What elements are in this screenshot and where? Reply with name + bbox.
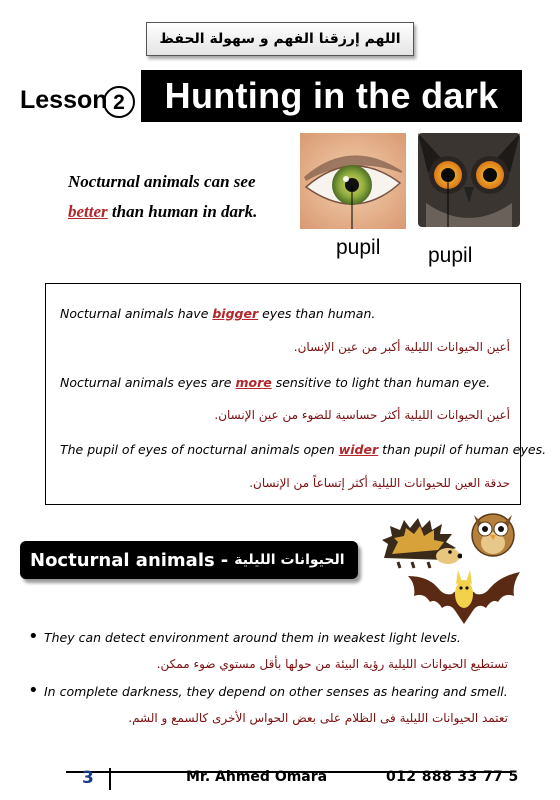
page-number: 3 (82, 768, 94, 788)
lesson-label: Lesson (20, 86, 108, 114)
footer-separator (109, 768, 111, 790)
fact-ar-2: أعين الحيوانات الليلية أكثر حساسية للضوء من عين الإنسان. (214, 408, 510, 422)
fact-text: Nocturnal animals eyes are (60, 375, 236, 390)
lesson-title: Hunting in the dark (164, 75, 499, 116)
facts-box (45, 283, 547, 505)
fact-ar-1: أعين الحيوانات الليلية أكبر من عين الإنسان. (293, 340, 510, 354)
bullet-dot-icon: • (28, 680, 39, 701)
intro-highlight: better (68, 202, 108, 221)
fact-en-2 (60, 375, 490, 390)
lesson-number-badge: 2 (103, 86, 135, 118)
human-eye-image (300, 133, 406, 229)
fact-text: sensitive to light than human eye. (271, 375, 491, 390)
fact-text: than pupil of human eyes. (378, 442, 547, 457)
owl-face-image (418, 133, 520, 227)
fact-text: eyes than human. (258, 306, 376, 321)
fact-text: Nocturnal animals have (60, 306, 213, 321)
phone-number: 012 888 33 77 5 (386, 769, 519, 785)
pupil-label-owl: pupil (428, 244, 473, 267)
lesson-title-banner (141, 70, 522, 122)
author-name: Mr. Ahmed Omara (186, 769, 328, 785)
fact-highlight: wider (338, 442, 379, 457)
intro-line-1: Nocturnal animals can see (68, 172, 256, 191)
pupil-label-human: pupil (336, 236, 381, 259)
bat-icon (408, 562, 520, 628)
prayer-text: اللهم إرزقنا الفهم و سهولة الحفظ (159, 31, 401, 47)
bullet-ar-2: تعتمد الحيوانات الليلية فى الظلام على بعض الحواس الأخرى كالسمع و الشم. (128, 711, 508, 725)
intro-line-2 (68, 202, 257, 222)
fact-highlight: bigger (212, 306, 259, 321)
fact-highlight: more (235, 375, 272, 390)
bullet-en-2: In complete darkness, they depend on other senses as hearing and smell. (44, 684, 508, 699)
bullet-ar-1: تستطيع الحيوانات الليلية رؤية البيئة من حولها بأقل مستوي ضوء ممكن. (156, 657, 508, 671)
owl-icon (470, 505, 516, 557)
section-title-separator: - (220, 549, 229, 571)
section-title-ar: الحيوانات الليلية (234, 552, 345, 568)
bullet-en-1: They can detect environment around them in weakest light levels. (44, 630, 461, 645)
fact-en-1 (60, 306, 375, 321)
bullet-dot-icon: • (28, 626, 39, 647)
fact-text: The pupil of eyes of nocturnal animals open (60, 442, 339, 457)
prayer-header-box (146, 22, 414, 56)
fact-en-3 (60, 442, 546, 457)
section-banner (20, 541, 358, 579)
section-title-en: Nocturnal animals (30, 549, 215, 571)
intro-line-2-rest: than human in dark. (107, 202, 258, 221)
fact-ar-3: حدقة العين للحيوانات الليلية أكثر إتساعاً من الإنسان. (249, 476, 510, 490)
